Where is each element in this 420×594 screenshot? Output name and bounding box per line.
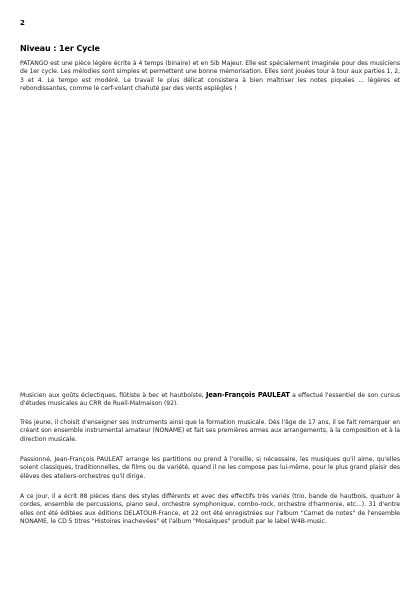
biography-paragraph-3: Passionné, Jean-François PAULEAT arrange les partitions ou prend à l'oreille, si nécessaire, les musiques qu'il aime, qu'elles soient classiques, traditionnelles, de films ou de variété, quand il ne les compose pas lui-même, pour le plus grand plaisir des élèves des ateliers-orchestres qu'il dirige.: [20, 456, 400, 480]
composer-name: Jean-François PAULEAT: [205, 391, 290, 399]
page-number: 2: [20, 19, 25, 27]
biography-intro-text: Musicien aux goûts éclectiques, flûtiste à bec et hautboïste,: [20, 392, 206, 399]
intro-paragraph: PATANGO est une pièce légère écrite à 4 temps (binaire) et en Sib Majeur. Elle est spécialement imaginée pour des musiciens de 1er cycle. Les mélodies sont simples et permettent une bonne mémorisation. Elles sont jouées tour à tour aux parties 1, 2, 3 et 4. Le tempo est modéré. Le travail le plus délicat consistera à bien maîtriser les notes piquées ... légères et rebondissantes, comme le cerf-volant chahuté par des vents espiègles !: [20, 60, 400, 93]
biography-paragraph-4: A ce jour, il a écrit 88 pièces dans des styles différents et avec des effectifs très variés (trio, bande de hautbois, quatuor à cordes, ensemble de percussions, piano seul, orchestre symphonique, combo-rock, orchestre d'harmonie, etc...). 31 d'entre elles ont été éditées aux éditions DELATOUR-France, et 22 ont été enregistrées sur l'album "Carnet de notes" de l'ensemble NONAME, le CD 5 titres "Histoires inachevées" et l'album "Mosaïques" produit par le label W4B-music.: [20, 493, 400, 526]
level-title: Niveau : 1er Cycle: [20, 44, 100, 53]
biography-continuation-text: a effectué l'essentiel de son cursus d'études musicales au CRR de Rueil-Malmaison (92).: [20, 392, 401, 408]
biography-paragraph-2: Très jeune, il choisit d'enseigner ses instruments ainsi que la formation musicale. Dès l'âge de 17 ans, il se fait remarquer en créant son ensemble instrumental amateur (NONAME) et fait ses premières armes aux arrangements, à la composition et à la direction musicale.: [20, 419, 400, 443]
biography-paragraph-1: [20, 391, 400, 409]
